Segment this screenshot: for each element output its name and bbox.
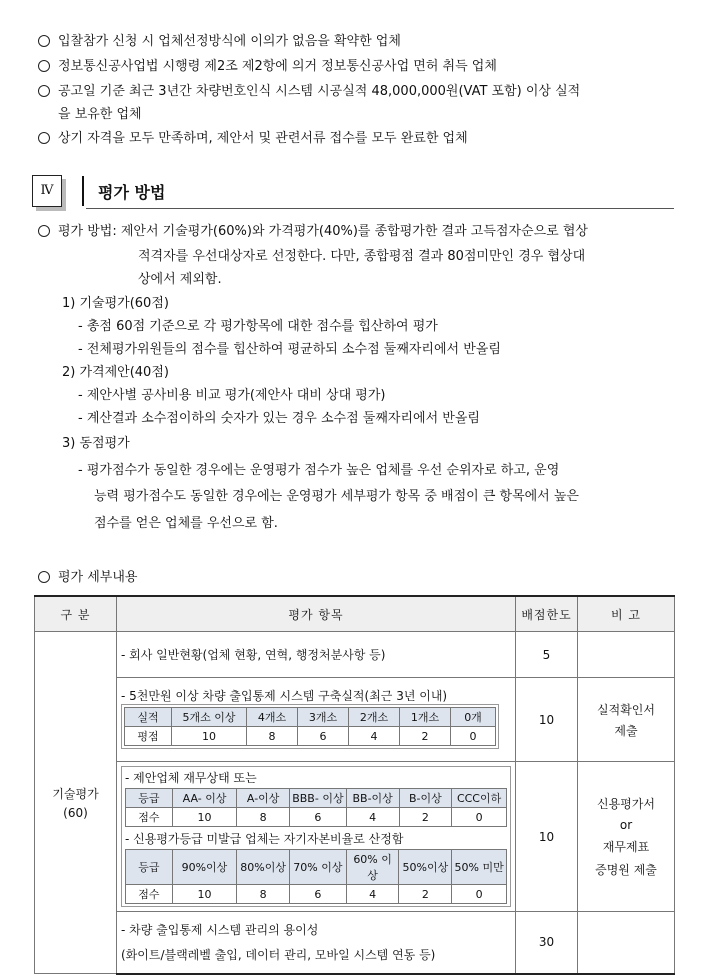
circle-bullet-icon [38, 132, 50, 144]
score-cell: 5 [516, 632, 578, 678]
circle-bullet-icon [38, 35, 50, 47]
subsection-item: - 제안사별 공사비용 비교 평가(제안사 대비 상대 평가) [78, 388, 386, 403]
category-cell: 기술평가 (60) [35, 632, 117, 974]
subsection-item: 점수를 얻은 업체를 우선으로 함. [94, 516, 278, 531]
section-underline [86, 208, 674, 209]
equity-ratio-subtable: 등급 90%이상 80%이상 70% 이상 60% 이상 50%이상 50% 미만 점수 10 8 6 4 2 0 [125, 849, 507, 904]
item-company-status: - 회사 일반현황(업체 현황, 연혁, 행정처분사항 등) [117, 632, 516, 678]
section-number: Ⅳ [32, 175, 62, 207]
method-line: 평가 방법: 제안서 기술평가(60%)와 가격평가(40%)를 종합평가한 결과 고득점자순으로 협상 [38, 220, 588, 239]
header-items: 평가 항목 [117, 596, 516, 632]
subsection-title: 3) 동점평가 [62, 436, 130, 451]
circle-bullet-icon [38, 85, 50, 97]
item-management-ease: - 차량 출입통제 시스템 관리의 용이성 (화이트/블랙레벨 출입, 데이터 관리, 모바일 시스템 연동 등) [117, 912, 516, 974]
subsection-item: 능력 평가점수도 동일한 경우에는 운영평가 세부평가 항목 중 배점이 큰 항목에서 높은 [94, 489, 579, 504]
note-cell [578, 632, 675, 678]
bullet-item: 상기 자격을 모두 만족하며, 제안서 및 관련서류 접수를 모두 완료한 업체 [38, 127, 468, 146]
circle-bullet-icon [38, 571, 50, 583]
header-max-score: 배점한도 [516, 596, 578, 632]
bullet-item: 입찰참가 신청 시 업체선정방식에 이의가 없음을 확약한 업체 [38, 30, 401, 49]
circle-bullet-icon [38, 60, 50, 72]
circle-bullet-icon [38, 225, 50, 237]
table-row [35, 912, 675, 974]
method-line: 적격자를 우선대상자로 선정한다. 다만, 종합평점 결과 80점미만인 경우 협상대 [138, 249, 586, 264]
subsection-title: 2) 가격제안(40점) [62, 365, 169, 380]
table-row [35, 762, 675, 912]
item-track-record: - 5천만원 이상 차량 출입통제 시스템 구축실적(최근 3년 이내) 실적 5개소 이상 4개소 3개소 2개소 1개소 0개 평점 10 8 6 4 2 0 [117, 678, 516, 762]
section-divider [82, 176, 84, 206]
subsection-item: - 총점 60점 기준으로 각 평가항목에 대한 점수를 힙산하여 평가 [78, 319, 438, 334]
section-title: 평가 방법 [98, 183, 166, 202]
note-cell: 실적확인서 제출 [578, 678, 675, 762]
bullet-item: 정보통신공사업법 시행령 제2조 제2항에 의거 정보통신공사업 면허 취득 업체 [38, 55, 497, 74]
financial-subtable-box: - 제안업체 재무상태 또는 등급 AA- 이상 A-이상 BBB- 이상 BB-이상 B-이상 CCC이하 점수 10 8 6 4 2 0 - 신용평가등급 미발급 업체는 자기자본비율로 산정함 등급 90%이상 80%이상 70% 이상 60% 이상 50%이상 50% 미만 점수 10 8 6 4 2 0 [121, 766, 511, 907]
subsection-title: 1) 기술평가(60점) [62, 296, 169, 311]
note-cell [578, 912, 675, 974]
table-header-row [35, 596, 675, 632]
subsection-item: - 계산결과 소수점이하의 숫자가 있는 경우 소수점 둘째자리에서 반올림 [78, 411, 480, 426]
bullet-item: 공고일 기준 최근 3년간 차량번호인식 시스템 시공실적 48,000,000원(VAT 포함) 이상 실적 [38, 80, 580, 99]
note-cell: 신용평가서 or 재무제표 증명원 제출 [578, 762, 675, 912]
subsection-item: - 평가점수가 동일한 경우에는 운영평가 점수가 높은 업체를 우선 순위자로 하고, 운영 [78, 463, 560, 478]
score-cell: 10 [516, 762, 578, 912]
detail-heading: 평가 세부내용 [38, 566, 137, 585]
table-row [35, 632, 675, 678]
method-line: 상에서 제외함. [138, 272, 222, 287]
credit-rating-subtable: 등급 AA- 이상 A-이상 BBB- 이상 BB-이상 B-이상 CCC이하 점수 10 8 6 4 2 0 [125, 788, 507, 827]
score-cell: 30 [516, 912, 578, 974]
table-row [35, 678, 675, 762]
subsection-item: - 전체평가위원들의 점수를 힙산하여 평균하되 소수점 둘째자리에서 반올림 [78, 342, 501, 357]
score-cell: 10 [516, 678, 578, 762]
item-financial-status [117, 762, 516, 912]
header-category: 구 분 [35, 596, 117, 632]
header-note: 비 고 [578, 596, 675, 632]
bullet-continuation: 을 보유한 업체 [58, 107, 142, 122]
evaluation-table [34, 595, 675, 975]
track-record-subtable: 실적 5개소 이상 4개소 3개소 2개소 1개소 0개 평점 10 8 6 4 2 0 [121, 704, 499, 749]
